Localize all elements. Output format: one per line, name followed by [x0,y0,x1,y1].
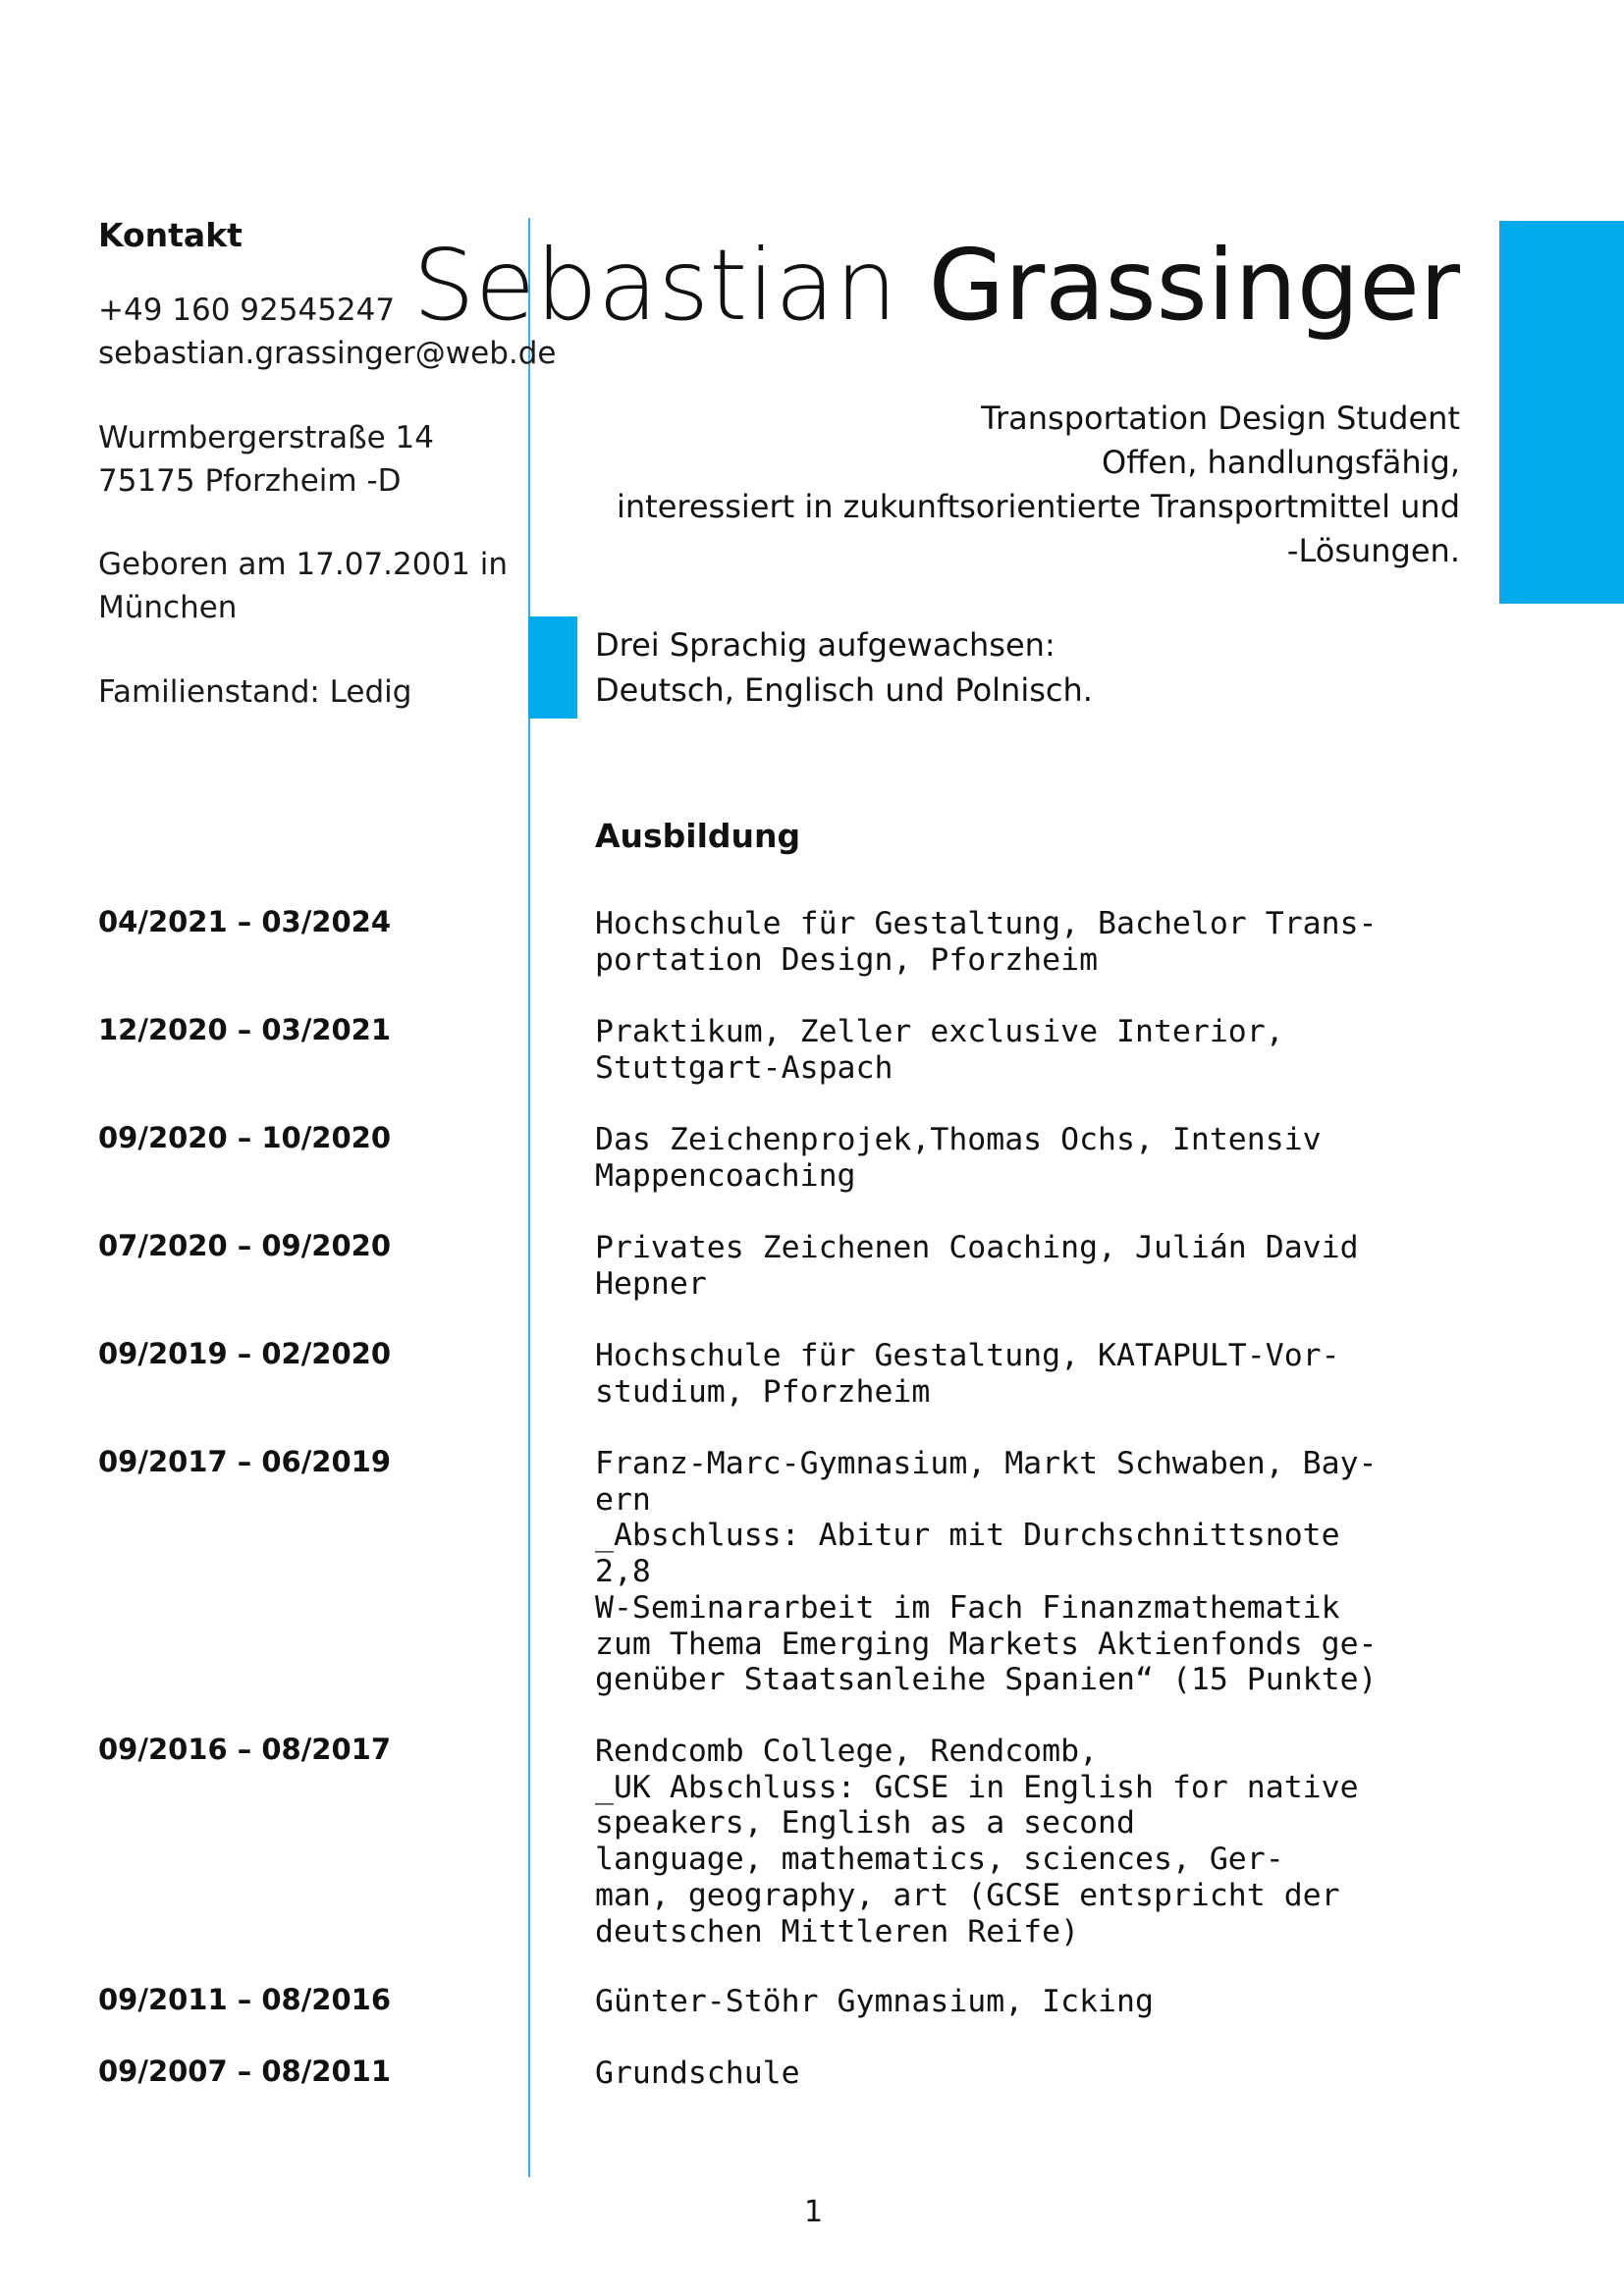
tagline-line: Offen, handlungsfähig, [1102,444,1460,481]
contact-address [98,416,434,503]
contact-marital-status [98,670,411,714]
accent-bar-languages [528,616,577,719]
contact-birth [98,543,508,629]
page-title [412,228,1460,343]
education-date: 09/2011 – 08/2016 [98,1983,392,2016]
education-entry: Das Zeichenprojek,Thomas Ochs, Intensiv Mappencoaching [595,1122,1322,1194]
education-entry: Rendcomb College, Rendcomb, _UK Abschluss: GCSE in English for native speakers, English as a second language, mathematics, sciences, Ger- man, geography, art (GCSE entspricht der deutschen Mittleren Reife) [595,1734,1359,1949]
education-heading: Ausbildung [595,817,801,855]
contact-birth-line1: Geboren am 17.07.2001 in [98,547,509,582]
page-number: 1 [804,2195,824,2229]
education-date: 12/2020 – 03/2021 [98,1013,392,1046]
education-entry: Hochschule für Gestaltung, KATAPULT-Vor- studium, Pforzheim [595,1338,1340,1410]
tagline-line: interessiert in zukunftsorientierte Transportmittel und [616,488,1460,525]
contact-street: Wurmbergerstraße 14 [98,420,434,455]
contact-heading: Kontakt [98,216,243,254]
education-entry: Hochschule für Gestaltung, Bachelor Trans- portation Design, Pforzheim [595,906,1378,978]
education-date: 09/2007 – 08/2011 [98,2055,392,2088]
education-date: 09/2017 – 06/2019 [98,1445,392,1478]
tagline-line: -Lösungen. [1286,532,1460,569]
tagline-line: Transportation Design Student [981,400,1460,437]
divider-line [528,218,530,2177]
education-date: 07/2020 – 09/2020 [98,1229,392,1262]
education-entry: Praktikum, Zeller exclusive Interior, Stuttgart-Aspach [595,1014,1284,1086]
last-name: Grassinger [928,228,1460,343]
languages-line1: Drei Sprachig aufgewachsen: [595,626,1056,664]
education-date: 04/2021 – 03/2024 [98,905,392,938]
education-date: 09/2020 – 10/2020 [98,1121,392,1154]
contact-marital: Familienstand: Ledig [98,674,412,710]
education-entry: Franz-Marc-Gymnasium, Markt Schwaben, Bay- ern _Abschluss: Abitur mit Durchschnittsnote 2,8 W-Seminararbeit im Fach Finanzmathematik zum Thema Emerging Markets Aktienfonds ge- genüber Staatsanleihe Spanien“ (15 Punkte) [595,1446,1378,1698]
education-date: 09/2019 – 02/2020 [98,1337,392,1370]
languages-line2: Deutsch, Englisch und Polnisch. [595,671,1093,709]
education-entry: Privates Zeichenen Coaching, Julián David Hepner [595,1230,1359,1302]
contact-city: 75175 Pforzheim -D [98,463,402,499]
contact-birth-line2: München [98,590,238,625]
languages-block [595,622,1093,713]
education-entry: Günter-Stöhr Gymnasium, Icking [595,1984,1154,2019]
first-name: Sebastian [412,228,897,343]
education-date: 09/2016 – 08/2017 [98,1733,392,1766]
contact-email: sebastian.grassinger@web.de [98,336,557,371]
tagline [617,397,1460,573]
accent-bar-top [1499,221,1624,604]
education-entry: Grundschule [595,2056,800,2091]
contact-phone: +49 160 92545247 [98,293,396,328]
